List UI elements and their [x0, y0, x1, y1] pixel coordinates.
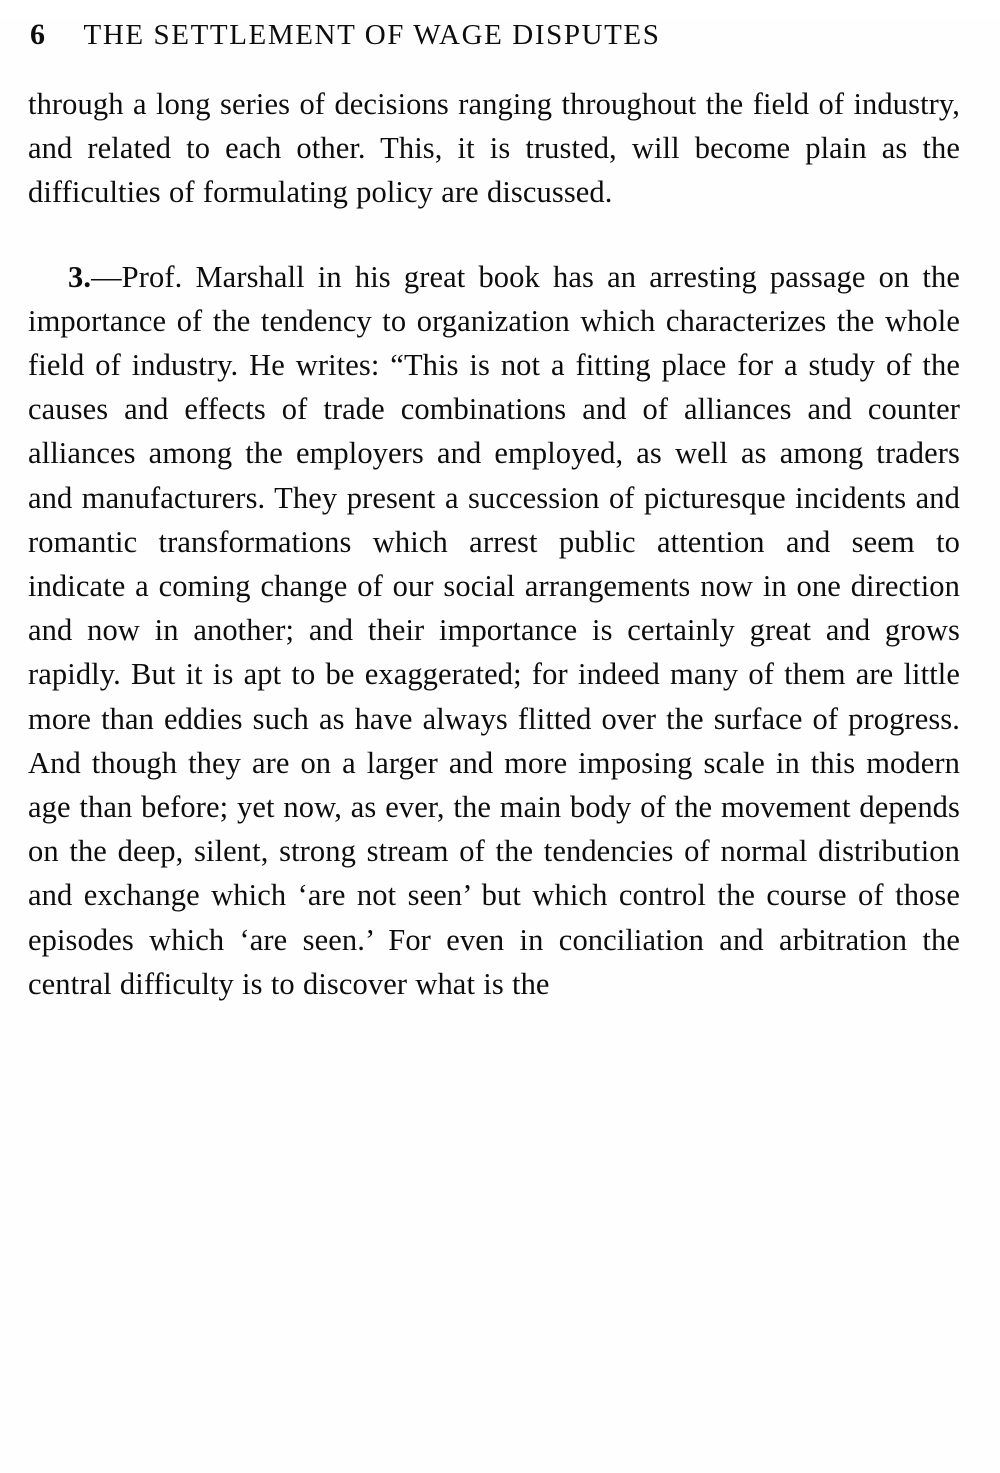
running-head-title: THE SETTLEMENT OF WAGE DISPUTES — [83, 19, 661, 51]
page-number: 6 — [30, 18, 46, 51]
paragraph-continued: through a long series of decisions ranging throughout the field of industry, and related to each other. This, it is trusted, will become plain as the difficulties of formulating policy are discussed. — [28, 87, 960, 210]
book-page — [0, 18, 1000, 1473]
section-number: 3. — [68, 259, 92, 294]
paragraph-section-3-text: —Prof. Marshall in his great book has an arresting passage on the importance of the tendency to organization which characterizes the whole field of industry. He writes: “This is not a fitting place for a study of the causes and effects of trade combinations and of alliances and counter alliances among the employers and employed, as well as among traders and manufacturers. They present a succession of picturesque incidents and romantic transformations which arrest public attention and seem to indicate a coming change of our social arrangements now in one direction and now in another; and their importance is certainly great and grows rapidly. But it is apt to be exaggerated; for indeed many of them are little more than eddies such as have always flitted over the surface of progress. And though they are on a larger and more imposing scale in this modern age than before; yet now, as ever, the main body of the movement depends on the deep, silent, strong stream of the tendencies of normal distribution and exchange which ‘are not seen’ but which control the course of those episodes which ‘are seen.’ For even in conciliation and arbitration the central difficulty is to discover what is the — [28, 259, 960, 1001]
running-head — [0, 18, 1000, 52]
paragraph-section-3 — [28, 255, 960, 1006]
page-body — [0, 82, 1000, 1006]
